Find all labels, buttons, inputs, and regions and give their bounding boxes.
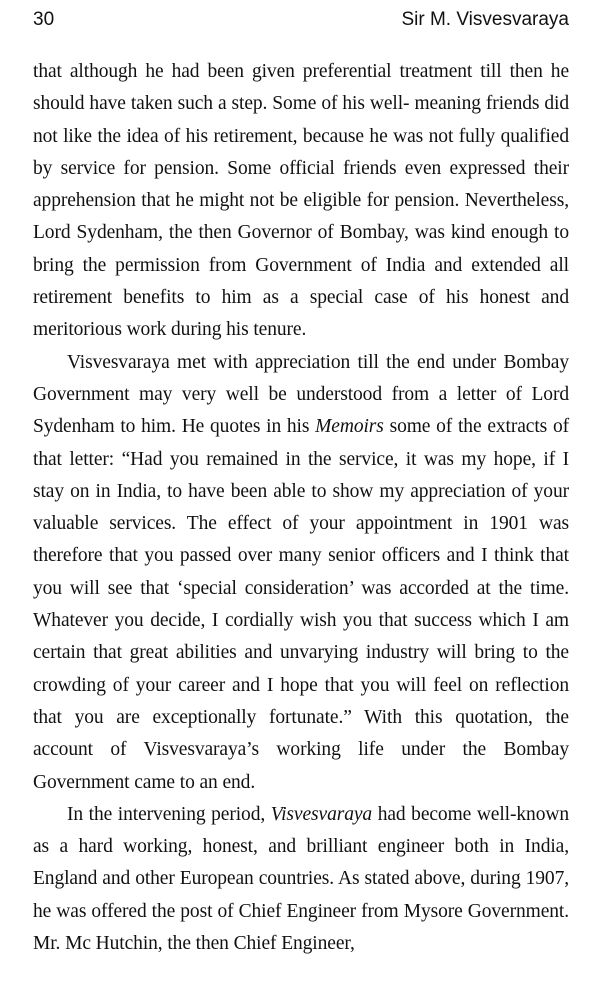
paragraph-1 bbox=[33, 56, 569, 347]
running-head: Sir M. Visvesvaraya bbox=[401, 9, 569, 30]
paragraph-1-text: that although he had been given preferential treatment till then he should have taken such a step. Some of his well- meaning friends did not like the idea of his retirement, because he was not fully qualified by service for pension. Some official friends even expressed their apprehension that he might not be eligible for pension. Nevertheless, Lord Sydenham, the then Governor of Bombay, was kind enough to bring the permission from Government of India and extended all retirement benefits to him as a special case of his honest and meritorious work during his tenure. bbox=[33, 61, 569, 341]
paragraph-2-text-before: Visvesvaraya met with appreciation till the end under Bombay Government may very well be understood from a letter of Lord Sydenham to him. He quotes in his bbox=[33, 351, 569, 438]
paragraph-3-text-after: had become well-known as a hard working, honest, and brilliant engineer both in India, England and other European countries. As stated above, during 1907, he was offered the post of Chief Engineer from Mysore Government. Mr. Mc Hutchin, the then Chief Engineer, bbox=[33, 803, 569, 955]
page-number: 30 bbox=[33, 9, 55, 30]
paragraph-2-text-after: some of the extracts of that letter: “Had you remained in the service, it was my hope, if I stay on in India, to have been able to show my appreciation of your valuable services. The effect of your appointment in 1901 was therefore that you passed over many senior officers and I think that you will see that ‘special consideration’ was accorded at the time. Whatever you decide, I cordially wish you that success which I am certain that great abilities and unvarying industry will bring to the crowding of your career and I hope that you will feel on reflection that you are exceptionally fortunate.” With this quotation, the account of Visvesvaraya’s working life under the Bombay Government came to an end. bbox=[33, 416, 569, 793]
body-text bbox=[33, 56, 569, 960]
paragraph-3 bbox=[33, 799, 569, 960]
paragraph-2 bbox=[33, 347, 569, 799]
paragraph-3-text-before: In the intervening period, bbox=[67, 803, 271, 825]
page-header bbox=[33, 0, 569, 42]
paragraph-3-italic-name: Visvesvaraya bbox=[270, 803, 373, 825]
paragraph-2-italic-title: Memoirs bbox=[315, 416, 384, 438]
